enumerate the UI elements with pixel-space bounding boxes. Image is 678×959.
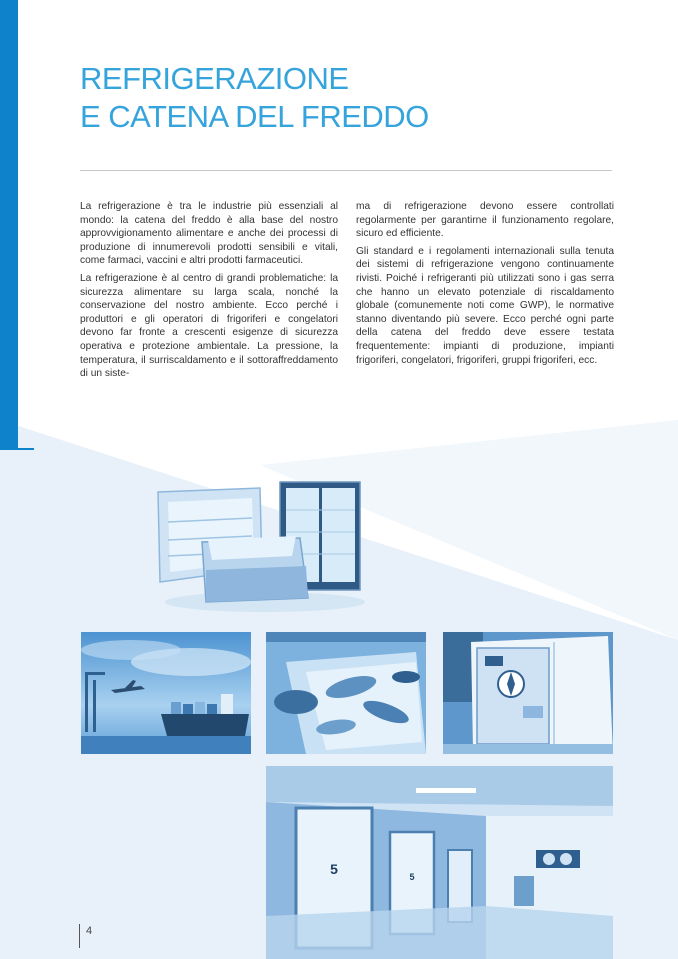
paragraph: La refrigerazione è al centro di grandi problematiche: la sicurezza alimentare su larga scala, nonché la conservazione del nostro ambiente. Ecco perché i produttori e gli operatori di frigoriferi e congelatori devono far fronte a crescenti esigenze di sicurezza operativa e protezione ambientale. La pressione, la temperatura, il surriscaldamento e il sottoraffreddamento di un siste- (80, 272, 338, 380)
photo-cargo-ship-airplane (81, 632, 251, 754)
title-divider (80, 170, 612, 171)
photo-refrigerated-container (443, 632, 613, 754)
photo-display-fridges (150, 470, 370, 615)
title-line-2: E CATENA DEL FREDDO (80, 99, 429, 134)
paragraph: Gli standard e i regolamenti internazionali sulla tenuta dei sistemi di refrigerazione vengono continuamente rivisti. Poiché i refrigeranti più utilizzati sono i gas serra che hanno un elevato potenziale di riscaldamento globale (comunemente noti come GWP), le normative stanno diventando più severe. Ecco perché ogni parte della catena del freddo deve essere testata frequentemente: impianti di produzione, impianti frigoriferi, congelatori, frigoriferi, gruppi frigoriferi, ecc. (356, 245, 614, 366)
page-title (80, 60, 429, 136)
body-column-right (356, 200, 614, 371)
door-number: 5 (330, 861, 338, 877)
page-number: 4 (86, 925, 93, 937)
accent-bar (0, 0, 18, 450)
paragraph: ma di refrigerazione devono essere controllati regolarmente per garantirne il funzionamento regolare, sicuro ed efficiente. (356, 201, 614, 240)
paragraph: La refrigerazione è tra le industrie più essenziali al mondo: la catena del freddo è alla base del nostro approvvigionamento alimentare e anche dei processi di produzione di innumerevoli prodotti sensibili e vitali, come farmaci, vaccini e altri prodotti farmaceutici. (80, 201, 338, 267)
body-column-left (80, 200, 338, 385)
photo-fish-on-ice (266, 632, 426, 754)
title-line-1: REFRIGERAZIONE (80, 61, 349, 96)
door-number: 5 (409, 872, 415, 882)
accent-tick (0, 448, 34, 450)
photo-cold-storage-room (266, 766, 613, 959)
page-number-divider (79, 924, 80, 948)
